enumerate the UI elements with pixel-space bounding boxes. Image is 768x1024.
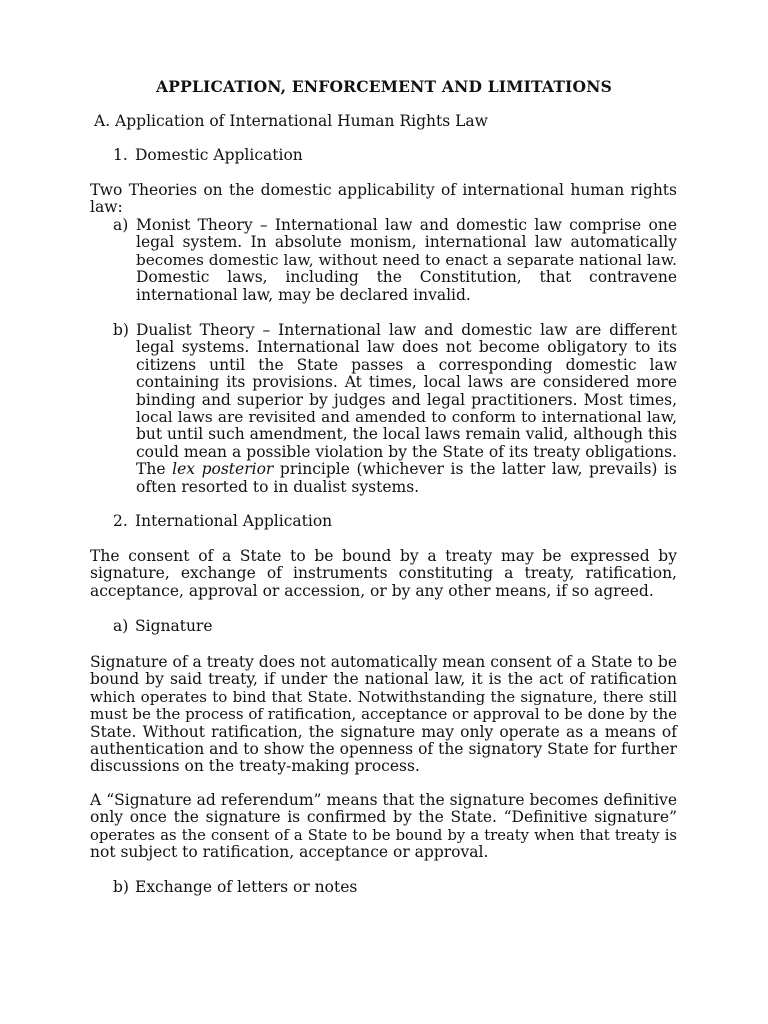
subsection-number: 1.	[113, 146, 128, 164]
page-title: APPLICATION, ENFORCEMENT AND LIMITATIONS	[156, 77, 612, 96]
paragraph-line: which operates to bind that State. Notwithstanding the signature, there still	[90, 687, 677, 706]
exchange-title: Exchange of letters or notes	[135, 878, 358, 896]
paragraph-line: State. Without ratification, the signature may only operate as a means of	[90, 722, 677, 741]
section-heading: A. Application of International Human Rights Law	[94, 112, 488, 130]
paragraph-line: legal system. In absolute monism, international law automatically	[136, 233, 677, 252]
text-run: principle (whichever is the latter law, prevails) is	[273, 460, 677, 479]
paragraph-line	[136, 461, 677, 478]
paragraph-line: citizens until the State passes a corresponding domestic law	[136, 355, 677, 374]
consent-paragraph	[90, 548, 677, 600]
subsection-title: Domestic Application	[135, 146, 303, 164]
paragraph-line: legal systems. International law does not become obligatory to its	[136, 338, 677, 357]
paragraph-line: law:	[90, 198, 123, 217]
referendum-paragraph	[90, 792, 677, 862]
list-marker: a)	[113, 617, 129, 635]
paragraph-line: operates as the consent of a State to be bound by a treaty when that treaty is	[90, 826, 677, 844]
paragraph-line: containing its provisions. At times, local laws are considered more	[136, 373, 677, 392]
paragraph-line: Domestic laws, including the Constitution, that contravene	[136, 268, 677, 287]
paragraph-line: Dualist Theory – International law and domestic law are different	[136, 321, 677, 339]
paragraph-line: local laws are revisited and amended to conform to international law,	[136, 408, 677, 427]
paragraph-line: acceptance, approval or accession, or by any other means, if so agreed.	[90, 581, 654, 600]
list-marker: b)	[113, 878, 129, 896]
signature-paragraph	[90, 654, 677, 776]
paragraph-line: Signature of a treaty does not automatically mean consent of a State to be	[90, 653, 677, 671]
dualist-theory-paragraph	[136, 322, 677, 496]
paragraph-line: not subject to ratification, acceptance or approval.	[90, 843, 489, 862]
paragraph-line: discussions on the treaty-making process.	[90, 757, 420, 776]
paragraph-line: binding and superior by judges and legal practitioners. Most times,	[136, 390, 677, 409]
intro-paragraph	[90, 182, 677, 217]
list-marker: b)	[113, 321, 129, 339]
paragraph-line: but until such amendment, the local laws remain valid, although this	[136, 425, 678, 444]
paragraph-line: Monist Theory – International law and domestic law comprise one	[136, 216, 677, 234]
paragraph-line: A “Signature ad referendum” means that the signature becomes definitive	[90, 791, 677, 809]
paragraph-line: Two Theories on the domestic applicability of international human rights	[90, 181, 677, 199]
paragraph-line: only once the signature is confirmed by the State. “Definitive signature”	[90, 808, 677, 827]
subsection-heading-international	[113, 513, 332, 530]
paragraph-line: bound by said treaty, if under the national law, it is the act of ratification	[90, 670, 677, 689]
subsection-heading-domestic	[113, 147, 303, 164]
signature-title: Signature	[135, 617, 213, 635]
subsection-number: 2.	[113, 512, 128, 530]
paragraph-line: could mean a possible violation by the State of its treaty obligations.	[136, 442, 677, 461]
italic-term: lex posterior	[172, 460, 274, 479]
exchange-heading	[113, 879, 357, 896]
paragraph-line: becomes domestic law, without need to enact a separate national law.	[136, 250, 677, 269]
paragraph-line: often resorted to in dualist systems.	[136, 477, 420, 496]
subsection-title: International Application	[135, 512, 333, 530]
monist-theory-paragraph	[136, 217, 677, 304]
text-run: The	[136, 460, 173, 479]
paragraph-line: The consent of a State to be bound by a treaty may be expressed by	[90, 547, 677, 565]
paragraph-line: international law, may be declared invalid.	[136, 285, 471, 304]
paragraph-line: signature, exchange of instruments constituting a treaty, ratification,	[90, 564, 677, 583]
list-marker: a)	[113, 216, 129, 234]
signature-heading	[113, 618, 213, 635]
paragraph-line: must be the process of ratification, acceptance or approval to be done by the	[90, 705, 677, 724]
paragraph-line: authentication and to show the openness of the signatory State for further	[90, 740, 677, 759]
